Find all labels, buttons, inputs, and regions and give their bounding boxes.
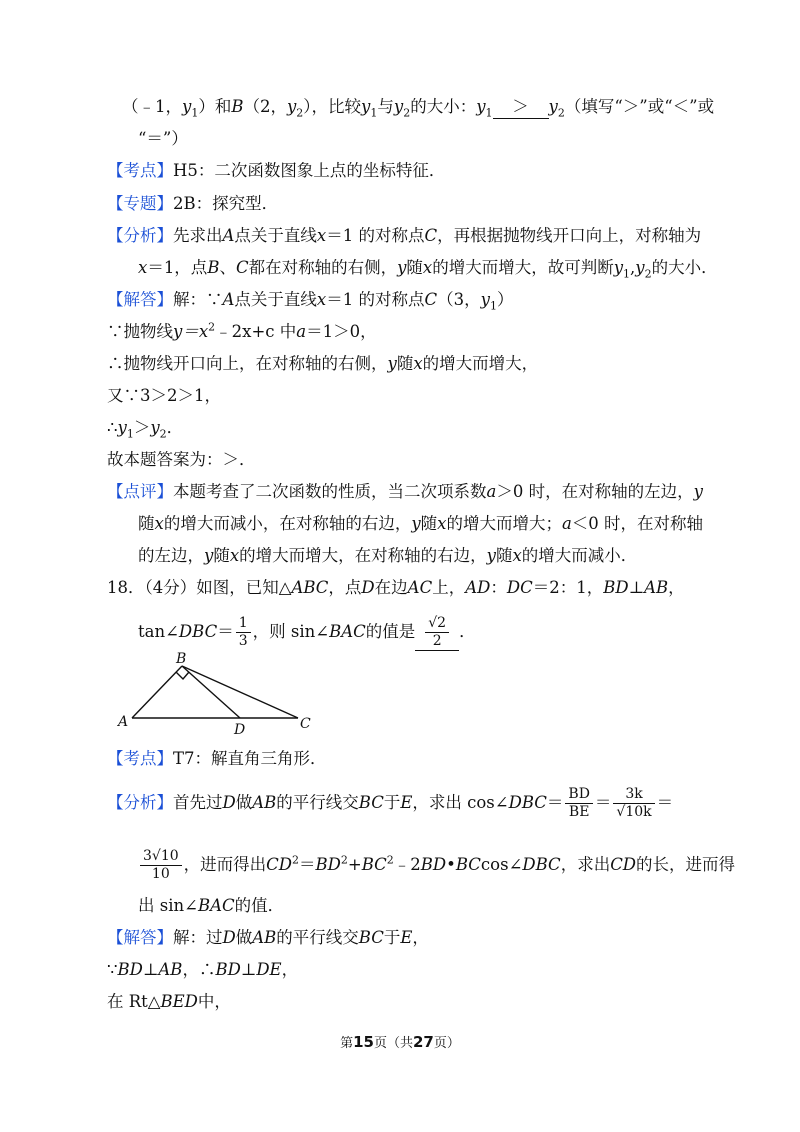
q18-jieda-2: ∵BD⊥AB，∴BD⊥DE， bbox=[107, 960, 299, 979]
label-A: A bbox=[118, 714, 129, 730]
page-footer: 第15页（共27页） bbox=[340, 1033, 460, 1051]
segment-BD bbox=[182, 666, 240, 718]
triangle-figure bbox=[110, 650, 330, 735]
side-AB bbox=[132, 666, 182, 718]
q17-sol-5: $\therefore y_1>y_2$． bbox=[107, 418, 184, 441]
q18-fenxi-2: $\frac{3√10}{10}$ ，进而得出$CD^2=BD^2+BC^2﹣2BD•BCcos\angle DBC$，求出CD的长，进而得 bbox=[138, 845, 735, 885]
q18-jieda-3: 在 Rt△BED中， bbox=[107, 992, 231, 1011]
label-B: B bbox=[176, 651, 187, 667]
q17-sol-2: ∵抛物线$y=x^2﹣2x+c$ 中a＝1＞0， bbox=[107, 320, 377, 341]
q17-kaodian: 【考点】H5：二次函数图象上点的坐标特征． bbox=[107, 161, 446, 180]
q17-sol-3: ∴抛物线开口向上，在对称轴的右侧，y随x的增大而增大， bbox=[107, 354, 539, 373]
q17-fenxi-2: x＝1，点B、C都在对称轴的右侧，y随x的增大而增大，故可判断$y_1,y_2$的大小． bbox=[138, 258, 718, 281]
q17-dianping-1: 【点评】本题考查了二次函数的性质，当二次项系数a＞0 时，在对称轴的左边，y bbox=[107, 482, 703, 501]
q17-sol-4: 又∵3＞2＞1， bbox=[107, 386, 221, 405]
q18-stem-2: tan∠DBC＝ $\frac{1}{3}$ ，则 sin∠BAC的值是 $\frac{√2}{2}$ ． bbox=[138, 615, 476, 649]
q17-line2: “＝”） bbox=[138, 129, 188, 148]
side-BC bbox=[182, 666, 298, 718]
q17-line1: （﹣1，$y_1$）和B（2，$y_2$），比较$y_1$与$y_2$的大小：$y_1 > y_2$（填写“＞”或“＜”或 bbox=[122, 97, 715, 120]
q17-zhuanti: 【专题】2B：探究型． bbox=[107, 194, 279, 213]
q18-stem-1: 18．（4分）如图，已知△ABC，点D在边AC上，AD：DC＝2：1，BD⊥AB， bbox=[107, 578, 685, 597]
label-D: D bbox=[234, 722, 246, 735]
right-angle-mark bbox=[176, 672, 189, 679]
answer-blank-18: $\frac{√2}{2}$ bbox=[415, 614, 459, 651]
fraction-one-third: $\frac{1}{3}$ bbox=[236, 615, 251, 650]
q18-kaodian: 【考点】T7：解直角三角形． bbox=[107, 749, 327, 768]
label-C: C bbox=[300, 716, 311, 732]
q17-jieda-1: 【解答】解：∵A点关于直线x＝1 的对称点C（3，$y_1$） bbox=[107, 290, 514, 313]
q17-fenxi-1: 【分析】先求出A点关于直线x＝1 的对称点C，再根据抛物线开口向上，对称轴为 bbox=[107, 226, 702, 245]
q18-fenxi-1: 【分析】首先过D做AB的平行线交BC于E，求出 cos∠DBC＝ $\frac{BD}{BE}$ ＝ $\frac{3k}{√10k}$ ＝ bbox=[107, 786, 674, 820]
q17-sol-6: 故本题答案为：＞． bbox=[107, 450, 256, 469]
q17-dianping-3: 的左边，y随x的增大而增大，在对称轴的右边，y随x的增大而减小． bbox=[138, 546, 638, 565]
q17-dianping-2: 随x的增大而减小，在对称轴的右边，y随x的增大而增大；a＜0 时，在对称轴 bbox=[138, 514, 704, 533]
answer-blank: ＞ bbox=[493, 96, 549, 119]
q18-jieda-1: 【解答】解：过D做AB的平行线交BC于E， bbox=[107, 928, 429, 947]
q18-fenxi-3: 出 sin∠BAC的值． bbox=[138, 896, 285, 915]
